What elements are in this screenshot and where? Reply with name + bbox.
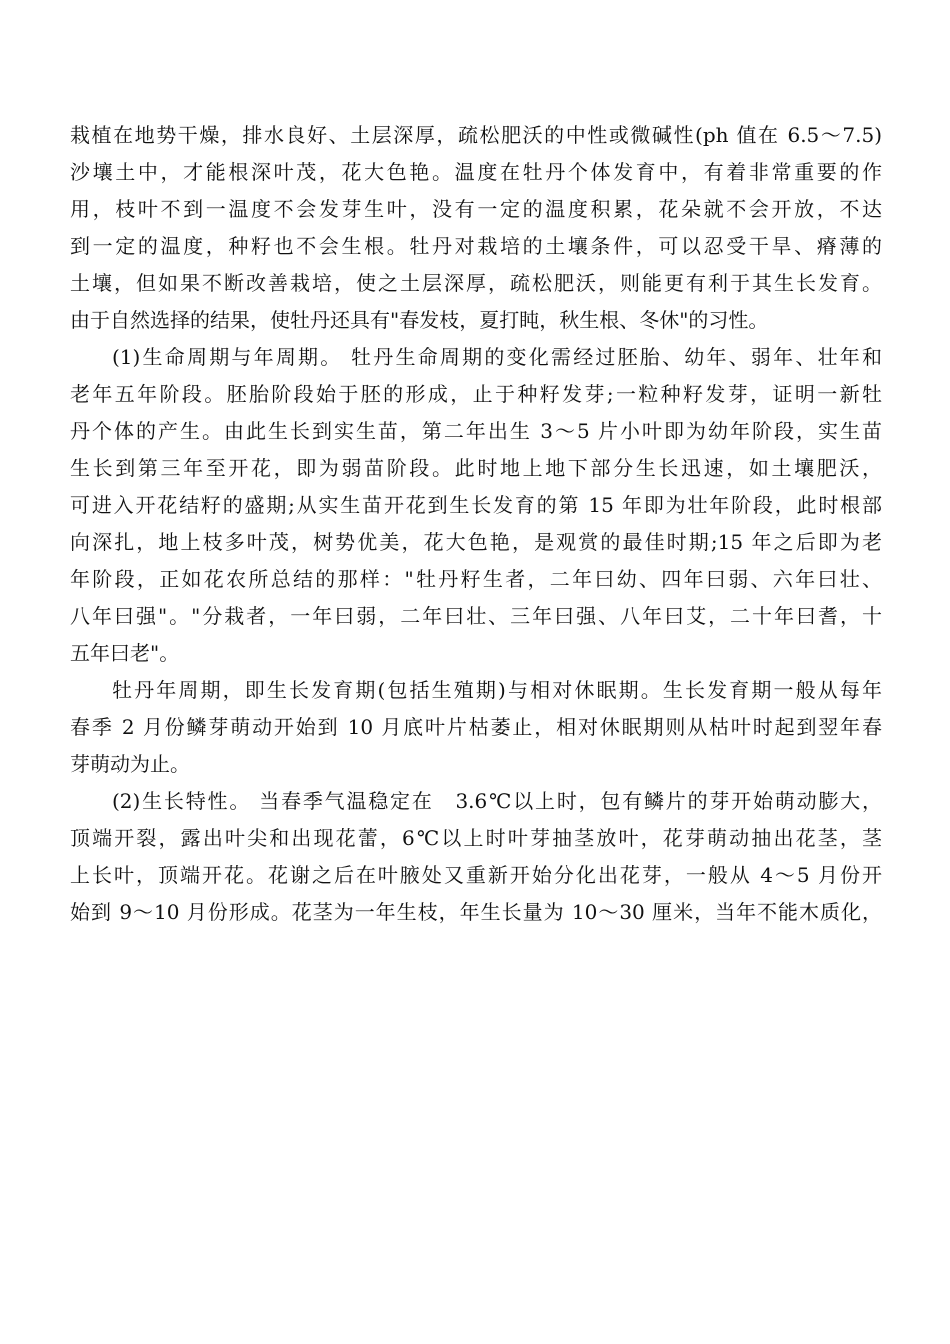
- text-line: 土壤，但如果不断改善栽培，使之土层深厚，疏松肥沃，则能更有利于其生长发育。: [70, 271, 882, 295]
- text-line: 年阶段，正如花农所总结的那样："牡丹籽生者，二年曰幼、四年曰弱、六年曰壮、: [70, 567, 882, 591]
- text-line: 到一定的温度，种籽也不会生根。牡丹对栽培的土壤条件，可以忍受干旱、瘠薄的: [70, 234, 882, 258]
- text-line: 沙壤土中，才能根深叶茂，花大色艳。温度在牡丹个体发育中，有着非常重要的作: [70, 160, 882, 184]
- text-line: 可进入开花结籽的盛期;从实生苗开花到生长发育的第 15 年即为壮年阶段，此时根部: [70, 493, 882, 517]
- text-line: 由于自然选择的结果，使牡丹还具有"春发枝，夏打盹，秋生根、冬休"的习性。: [70, 308, 769, 332]
- text-line: 向深扎，地上枝多叶茂，树势优美，花大色艳，是观赏的最佳时期;15 年之后即为老: [70, 530, 882, 554]
- text-line: (2)生长特性。 当春季气温稳定在 3.6℃以上时，包有鳞片的芽开始萌动膨大，: [112, 789, 882, 813]
- text-line: 老年五年阶段。胚胎阶段始于胚的形成，止于种籽发芽;一粒种籽发芽，证明一新牡: [70, 382, 882, 406]
- text-line: 芽萌动为止。: [70, 752, 190, 776]
- text-line: 八年曰强"。"分栽者，一年曰弱，二年曰壮、三年曰强、八年曰艾，二十年曰耆，十: [70, 604, 882, 628]
- text-line: 上长叶，顶端开花。花谢之后在叶腋处又重新开始分化出花芽，一般从 4～5 月份开: [70, 863, 882, 887]
- text-line: 丹个体的产生。由此生长到实生苗，第二年出生 3～5 片小叶即为幼年阶段，实生苗: [70, 419, 882, 443]
- text-line: (1)生命周期与年周期。 牡丹生命周期的变化需经过胚胎、幼年、弱年、壮年和: [112, 345, 882, 369]
- text-line: 牡丹年周期，即生长发育期(包括生殖期)与相对休眠期。生长发育期一般从每年: [112, 678, 882, 702]
- text-line: 顶端开裂，露出叶尖和出现花蕾，6℃以上时叶芽抽茎放叶，花芽萌动抽出花茎，茎: [70, 826, 882, 850]
- text-line: 用，枝叶不到一温度不会发芽生叶，没有一定的温度积累，花朵就不会开放，不达: [70, 197, 882, 221]
- text-line: 生长到第三年至开花，即为弱苗阶段。此时地上地下部分生长迅速，如土壤肥沃，: [70, 456, 882, 480]
- text-line: 栽植在地势干燥，排水良好、土层深厚，疏松肥沃的中性或微碱性(ph 值在 6.5～7.5): [70, 123, 882, 147]
- text-line: 五年曰老"。: [70, 641, 180, 665]
- text-line: 始到 9～10 月份形成。花茎为一年生枝，年生长量为 10～30 厘米，当年不能木质化，: [70, 900, 882, 924]
- document-body: [70, 117, 882, 931]
- text-line: 春季 2 月份鳞芽萌动开始到 10 月底叶片枯萎止，相对休眠期则从枯叶时起到翌年春: [70, 715, 882, 739]
